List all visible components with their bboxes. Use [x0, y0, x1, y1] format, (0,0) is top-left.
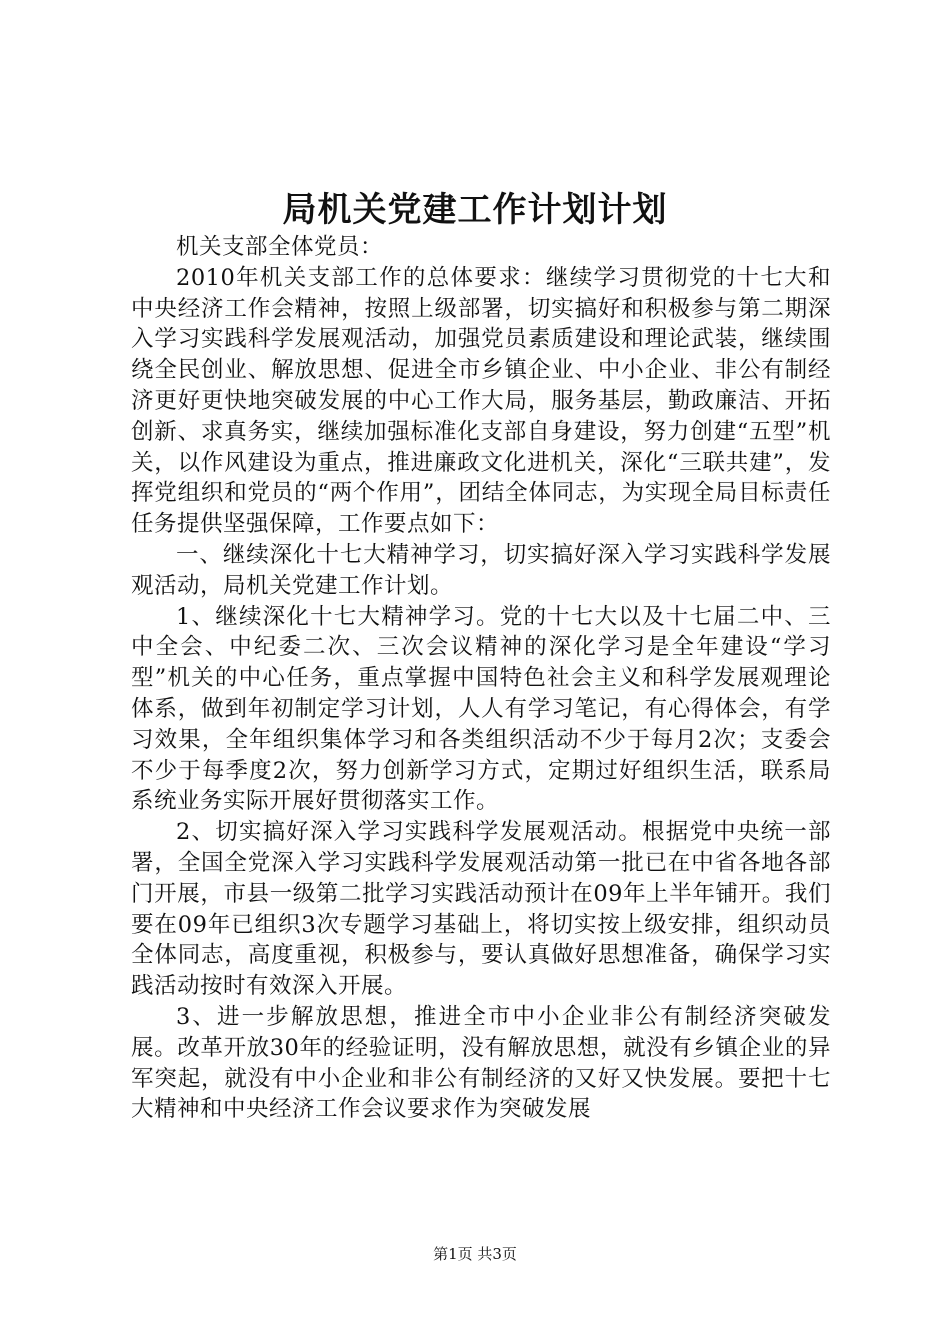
paragraph: 一、继续深化十七大精神学习，切实搞好深入学习实践科学发展观活动，局机关党建工作计划。 [131, 541, 831, 599]
paragraph: 2、切实搞好深入学习实践科学发展观活动。根据党中央统一部署，全国全党深入学习实践科学发展观活动第一批已在中省各地各部门开展，市县一级第二批学习实践活动预计在09年上半年铺开。我们要在09年已组织3次专题学习基础上，将切实按上级安排，组织动员全体同志，高度重视，积极参与，要认真做好思想准备，确保学习实践活动按时有效深入开展。 [131, 819, 831, 1000]
paragraph: 2010年机关支部工作的总体要求：继续学习贯彻党的十七大和中央经济工作会精神，按照上级部署，切实搞好和积极参与第二期深入学习实践科学发展观活动，加强党员素质建设和理论武装，继续围绕全民创业、解放思想、促进全市乡镇企业、中小企业、非公有制经济更好更快地突破发展的中心工作大局，服务基层，勤政廉洁、开拓创新、求真务实，继续加强标准化支部自身建设，努力创建“五型”机关，以作风建设为重点，推进廉政文化进机关，深化“三联共建”，发挥党组织和党员的“两个作用”，团结全体同志，为实现全局目标责任任务提供坚强保障，工作要点如下： [131, 264, 831, 538]
document-body [131, 232, 831, 1125]
paragraph: 1、继续深化十七大精神学习。党的十七大以及十七届二中、三中全会、中纪委二次、三次会议精神的深化学习是全年建设“学习型”机关的中心任务，重点掌握中国特色社会主义和科学发展观理论体系，做到年初制定学习计划，人人有学习笔记，有心得体会，有学习效果，全年组织集体学习和各类组织活动不少于每月2次；支委会不少于每季度2次，努力创新学习方式，定期过好组织生活，联系局系统业务实际开展好贯彻落实工作。 [131, 603, 831, 815]
page-footer: 第1页 共3页 [433, 1245, 517, 1263]
salutation: 机关支部全体党员： [176, 234, 384, 260]
paragraph: 3、进一步解放思想，推进全市中小企业非公有制经济突破发展。改革开放30年的经验证明，没有解放思想，就没有乡镇企业的异军突起，就没有中小企业和非公有制经济的又好又快发展。要把十七大精神和中央经济工作会议要求作为突破发展 [131, 1003, 831, 1123]
document-title: 局机关党建工作计划计划 [282, 190, 668, 230]
